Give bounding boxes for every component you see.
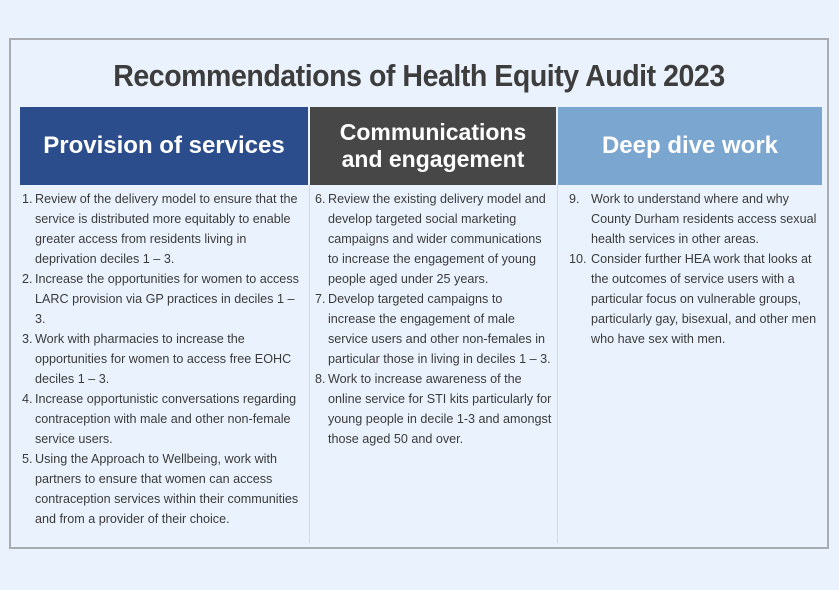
item-number: 10. (569, 252, 587, 266)
item-text: Increase the opportunities for women to access LARC provision via GP practices in deciles 1 – 3. (35, 272, 299, 326)
item-text: Using the Approach to Wellbeing, work with partners to ensure that women can access contraception services within their communities and from a provider of their choice. (35, 452, 299, 526)
item-text: Consider further HEA work that looks at the outcomes of service users with a particular focus on vulnerable groups, particularly gay, bisexual, and other men who have sex with men. (591, 252, 817, 346)
item-text: Work with pharmacies to increase the opportunities for women to access free EOHC deciles 1 – 3. (35, 332, 292, 386)
item-number: 6. (315, 192, 326, 206)
list-item (569, 189, 818, 249)
list-item (315, 289, 553, 369)
item-text: Increase opportunistic conversations regarding contraception with male and other non-female service users. (35, 392, 297, 446)
list-item (315, 369, 553, 449)
item-number: 3. (22, 332, 33, 346)
list-item (22, 389, 305, 449)
item-number: 1. (22, 192, 33, 206)
list-item (22, 189, 305, 269)
list-item (22, 329, 305, 389)
page-title: Recommendations of Health Equity Audit 2023 (113, 58, 725, 93)
column-body-provision (20, 185, 310, 543)
list-item (22, 449, 305, 529)
item-number: 2. (22, 272, 33, 286)
item-text: Review of the delivery model to ensure that the service is distributed more equitably to enable greater access from residents living in deprivation deciles 1 – 3. (35, 192, 298, 266)
item-text: Work to increase awareness of the online service for STI kits particularly for young people in decile 1-3 and amongst those aged 50 and over. (328, 372, 552, 446)
item-number: 5. (22, 452, 33, 466)
list-item (569, 249, 818, 349)
column-body-communications (310, 185, 558, 543)
list-item (315, 189, 553, 289)
slide (9, 38, 829, 549)
item-text: Work to understand where and why County Durham residents access sexual health services in other areas. (591, 192, 817, 246)
item-number: 4. (22, 392, 33, 406)
item-text: Develop targeted campaigns to increase the engagement of male service users and other non-females in particular those in living in deciles 1 – 3. (328, 292, 551, 366)
item-number: 9. (569, 192, 580, 206)
item-number: 7. (315, 292, 326, 306)
item-text: Review the existing delivery model and develop targeted social marketing campaigns and wider communications to increase the engagement of young people aged under 25 years. (328, 192, 546, 286)
column-header-deep-dive: Deep dive work (558, 107, 822, 185)
column-header-communications: Communications and engagement (310, 107, 556, 185)
item-number: 8. (315, 372, 326, 386)
column-body-deep-dive (558, 185, 822, 543)
list-item (22, 269, 305, 329)
column-header-provision: Provision of services (20, 107, 308, 185)
